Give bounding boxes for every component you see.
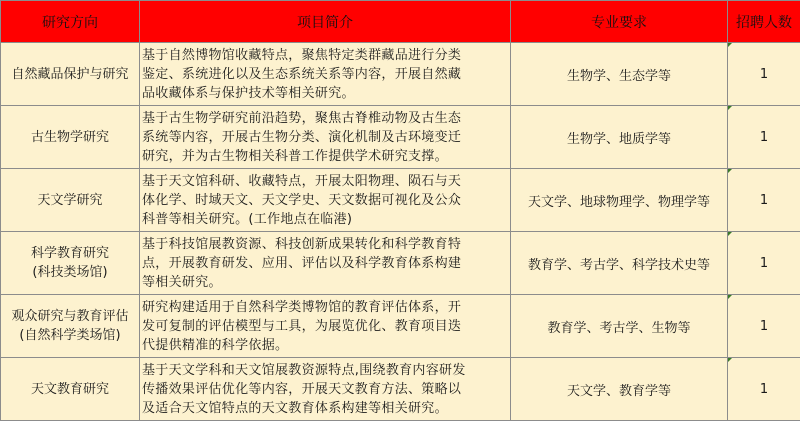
- table-row: [1, 358, 800, 421]
- table-row: [1, 295, 800, 358]
- brief-line: 科普等相关研究。(工作地点在临港): [142, 211, 353, 227]
- count-value: 1: [759, 66, 769, 82]
- count-value: 1: [759, 381, 769, 397]
- brief-line: 及适合天文馆特点的天文教育体系构建等相关研究。: [142, 400, 448, 416]
- major-cell: 教育学、考古学、科学技术史等: [511, 232, 728, 295]
- brief-cell: [140, 232, 511, 295]
- direction-cell: [1, 295, 140, 358]
- brief-line: 基于自然博物馆收藏特点，聚焦特定类群藏品进行分类: [142, 47, 462, 63]
- direction-line: (科技类场馆): [32, 265, 108, 280]
- direction-cell: [1, 43, 140, 106]
- brief-line: 点，开展教育研发、应用、评估以及科学教育体系构建: [142, 255, 462, 271]
- brief-line: 品收藏体系与保护技术等相关研究。: [142, 85, 355, 101]
- direction-cell: [1, 169, 140, 232]
- direction-line: 古生物学研究: [30, 129, 109, 145]
- brief-cell: [140, 106, 511, 169]
- count-cell: [728, 169, 800, 232]
- brief-line: 鉴定、系统进化以及生态系统关系等内容，开展自然藏: [142, 66, 462, 82]
- brief-line: 基于天文学科和天文馆展教资源特点,围绕教育内容研发: [142, 362, 466, 378]
- comment-marker: [728, 295, 732, 299]
- brief-line: 传播效果评估优化等内容，开展天文教育方法、策略以: [142, 381, 462, 397]
- comment-marker: [728, 43, 732, 47]
- brief-line: 代提供精准的科学依据。: [142, 337, 289, 353]
- major-cell: 天文学、地球物理学、物理学等: [511, 169, 728, 232]
- brief-line: 研究构建适用于自然科学类博物馆的教育评估体系，开: [142, 299, 462, 315]
- table-row: [1, 43, 800, 106]
- count-cell: [728, 232, 800, 295]
- brief-cell: [140, 358, 511, 421]
- header-brief: 项目简介: [140, 1, 511, 43]
- count-value: 1: [759, 255, 769, 271]
- brief-line: 基于天文馆科研、收藏特点，开展太阳物理、陨石与天: [142, 173, 462, 189]
- count-cell: [728, 295, 800, 358]
- table-row: [1, 106, 800, 169]
- comment-marker: [728, 358, 732, 362]
- major-cell: 生物学、地质学等: [511, 106, 728, 169]
- comment-marker: [728, 169, 732, 173]
- brief-line: 等相关研究。: [142, 274, 222, 290]
- direction-cell: [1, 358, 140, 421]
- direction-line: 观众研究与教育评估: [11, 309, 129, 324]
- count-value: 1: [759, 192, 769, 208]
- comment-marker: [728, 232, 732, 236]
- direction-line: 自然藏品保护与研究: [11, 66, 129, 82]
- count-cell: [728, 106, 800, 169]
- count-value: 1: [759, 318, 769, 334]
- count-cell: [728, 358, 800, 421]
- major-cell: 生物学、生态学等: [511, 43, 728, 106]
- count-value: 1: [759, 129, 769, 145]
- brief-cell: [140, 169, 511, 232]
- brief-line: 基于古生物学研究前沿趋势，聚焦古脊椎动物及古生态: [142, 110, 462, 126]
- table-row: [1, 232, 800, 295]
- brief-line: 发可复制的评估模型与工具，为展览优化、教育项目迭: [142, 318, 462, 334]
- brief-line: 体化学、时域天文、天文学史、天文数据可视化及公众: [142, 192, 462, 208]
- table-row: [1, 169, 800, 232]
- comment-marker: [728, 106, 732, 110]
- direction-cell: [1, 106, 140, 169]
- direction-cell: [1, 232, 140, 295]
- major-cell: 天文学、教育学等: [511, 358, 728, 421]
- brief-cell: [140, 43, 511, 106]
- brief-line: 研究，并为古生物相关科普工作提供学术研究支撑。: [142, 148, 448, 164]
- header-row: [1, 1, 800, 43]
- header-count: 招聘人数: [728, 1, 800, 43]
- brief-cell: [140, 295, 511, 358]
- direction-line: 天文教育研究: [30, 381, 109, 397]
- direction-line: 天文学研究: [37, 192, 103, 208]
- direction-line: (自然科学类场馆): [19, 328, 121, 343]
- major-cell: 教育学、考古学、生物等: [511, 295, 728, 358]
- direction-line: 科学教育研究: [30, 246, 109, 261]
- header-major: 专业要求: [511, 1, 728, 43]
- brief-line: 基于科技馆展教资源、科技创新成果转化和科学教育特: [142, 236, 462, 252]
- header-direction: 研究方向: [1, 1, 140, 43]
- brief-line: 系统等内容，开展古生物分类、演化机制及古环境变迁: [142, 129, 462, 145]
- count-cell: [728, 43, 800, 106]
